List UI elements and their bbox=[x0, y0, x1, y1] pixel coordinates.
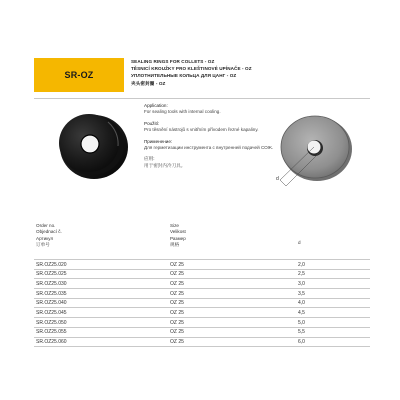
title-ru: УПЛОТНИТЕЛЬНЫЕ КОЛЬЦА ДЛЯ ЦАНГ - OZ bbox=[131, 73, 237, 79]
table-row bbox=[34, 298, 370, 308]
cell-order-no: SR.OZ25.030 bbox=[36, 280, 67, 287]
cell-size: OZ 25 bbox=[170, 329, 184, 336]
sealing-ring-drawing bbox=[270, 108, 362, 194]
application-heading-en: Application: bbox=[144, 103, 168, 108]
header-size-cn: 规格 bbox=[170, 241, 180, 247]
cell-size: OZ 25 bbox=[170, 339, 184, 346]
cell-d: 2,5 bbox=[298, 271, 305, 278]
table-row bbox=[34, 288, 370, 298]
header-size-cz: Velikost bbox=[170, 229, 186, 235]
drawing-dim-label: d bbox=[276, 176, 279, 182]
cell-d: 5,5 bbox=[298, 329, 305, 336]
cell-size: OZ 25 bbox=[170, 261, 184, 268]
cell-d: 5,0 bbox=[298, 319, 305, 326]
table-row bbox=[34, 307, 370, 317]
header-divider bbox=[34, 98, 370, 99]
cell-d: 3,0 bbox=[298, 280, 305, 287]
title-cn: 夹头密封圈 - OZ bbox=[131, 80, 166, 86]
title-en: SEALING RINGS FOR COLLETS - OZ bbox=[131, 59, 215, 64]
product-table bbox=[34, 259, 370, 347]
table-row bbox=[34, 327, 370, 337]
header-order-ru: Артикул bbox=[36, 235, 54, 241]
table-row bbox=[34, 259, 370, 269]
header-order-en: Order no. bbox=[36, 223, 56, 228]
cell-order-no: SR.OZ25.025 bbox=[36, 271, 67, 278]
table-row bbox=[34, 337, 370, 348]
application-heading-cn: 应用: bbox=[144, 156, 155, 162]
cell-size: OZ 25 bbox=[170, 290, 184, 297]
table-row bbox=[34, 317, 370, 327]
cell-order-no: SR.OZ25.055 bbox=[36, 329, 67, 336]
cell-d: 2,0 bbox=[298, 261, 305, 268]
header-order-cz: Objednací č. bbox=[36, 229, 62, 235]
cell-size: OZ 25 bbox=[170, 319, 184, 326]
header-d-label: d bbox=[298, 240, 301, 245]
cell-order-no: SR.OZ25.045 bbox=[36, 310, 67, 317]
table-row bbox=[34, 278, 370, 288]
cell-d: 4,0 bbox=[298, 300, 305, 307]
product-code: SR-OZ bbox=[64, 70, 94, 80]
header-size-en: Size bbox=[170, 223, 179, 228]
title-cz: TĚSNICÍ KROUŽKY PRO KLEŠTINOVÉ UPÍNAČE - OZ bbox=[131, 66, 252, 72]
cell-size: OZ 25 bbox=[170, 271, 184, 278]
product-title-block bbox=[131, 58, 371, 87]
cell-size: OZ 25 bbox=[170, 300, 184, 307]
table-header bbox=[34, 223, 370, 259]
cell-order-no: SR.OZ25.040 bbox=[36, 300, 67, 307]
header-d bbox=[298, 240, 301, 246]
cell-order-no: SR.OZ25.035 bbox=[36, 290, 67, 297]
cell-order-no: SR.OZ25.020 bbox=[36, 261, 67, 268]
sealing-ring-photo bbox=[48, 106, 132, 182]
application-text-cz: Pro těsnění nástrojů s vnitřním přívodem řezné kapaliny. bbox=[144, 127, 259, 133]
cell-order-no: SR.OZ25.050 bbox=[36, 319, 67, 326]
header-order-no bbox=[36, 223, 62, 248]
header-size-ru: Размер bbox=[170, 235, 186, 241]
cell-size: OZ 25 bbox=[170, 310, 184, 317]
application-heading-ru: Применение: bbox=[144, 138, 173, 144]
table-row bbox=[34, 269, 370, 279]
application-text-cn: 用于密封内冷刀具。 bbox=[144, 162, 186, 168]
application-description bbox=[144, 103, 284, 169]
product-code-box bbox=[34, 58, 124, 92]
cell-d: 4,5 bbox=[298, 310, 305, 317]
cell-d: 3,5 bbox=[298, 290, 305, 297]
cell-size: OZ 25 bbox=[170, 280, 184, 287]
cell-d: 6,0 bbox=[298, 339, 305, 346]
cell-order-no: SR.OZ25.060 bbox=[36, 339, 67, 346]
header-size bbox=[170, 223, 186, 248]
application-text-en: For sealing tools with internal cooling. bbox=[144, 109, 221, 115]
header-order-cn: 订单号 bbox=[36, 241, 50, 247]
application-text-ru: Для герметизации инструмента с внутренней подачей СОЖ. bbox=[144, 145, 274, 151]
application-heading-cz: Použití: bbox=[144, 120, 160, 126]
